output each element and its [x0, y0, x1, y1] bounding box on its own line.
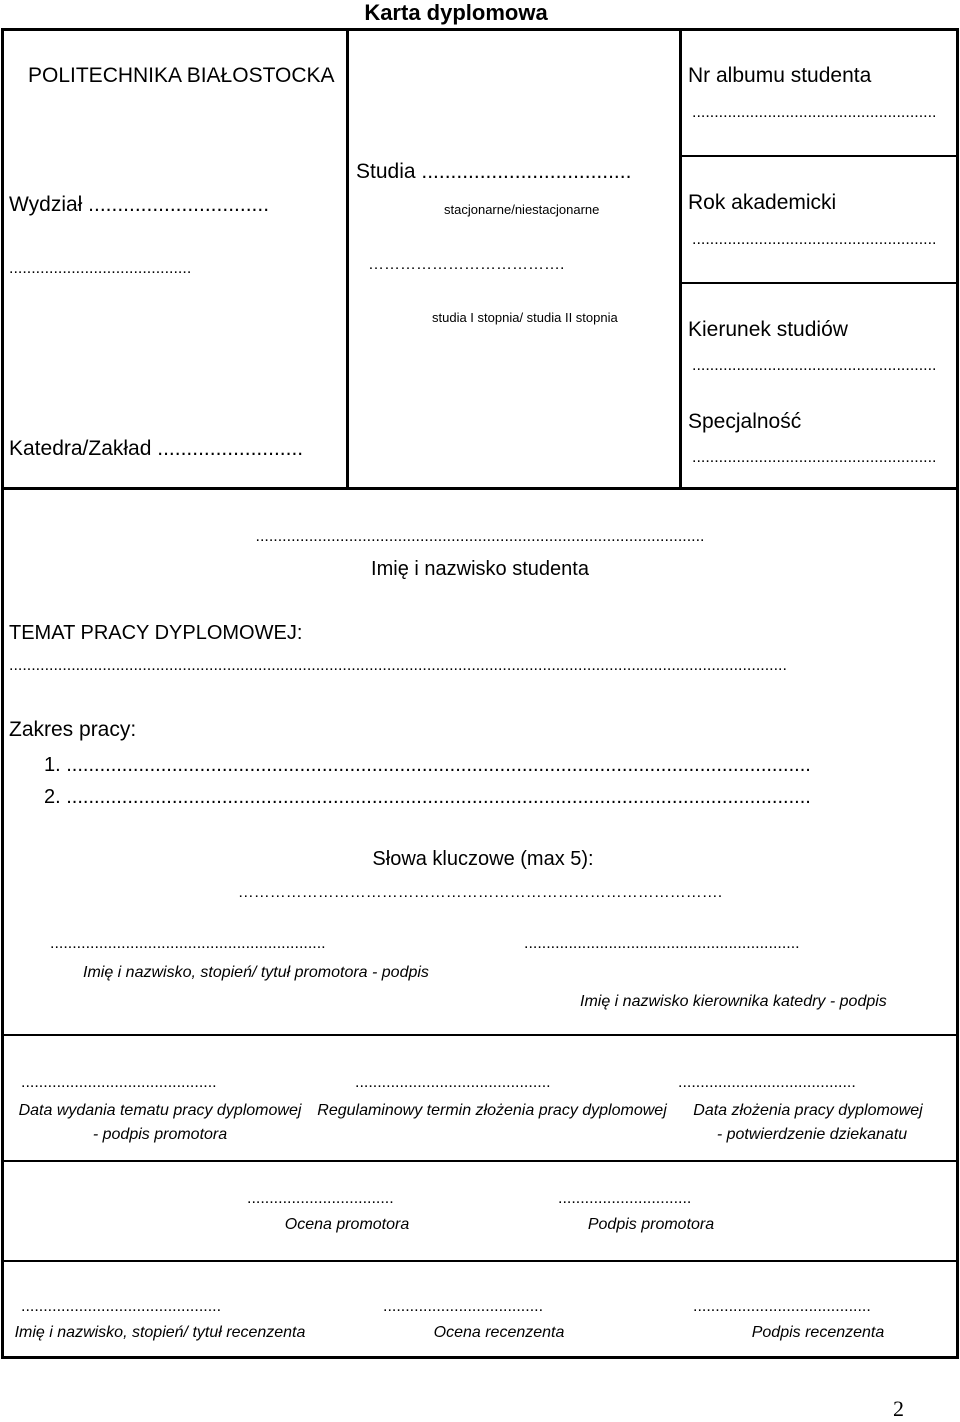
promoter-sign-field[interactable]: .............................. — [558, 1190, 692, 1207]
issue-date-label: Data wydania tematu pracy dyplomowej — [18, 1102, 302, 1119]
scope-item-2[interactable]: 2. ...................................................................................................................................... — [44, 786, 811, 808]
university-name: POLITECHNIKA BIAŁOSTOCKA — [28, 64, 335, 87]
academic-year-field[interactable]: ....................................................... — [692, 231, 937, 248]
field-of-study-label: Kierunek studiów — [688, 318, 848, 341]
scope-label: Zakres pracy: — [9, 718, 137, 741]
form-title: Karta dyplomowa — [364, 0, 548, 25]
department-field[interactable]: Katedra/Zakład ......................... — [9, 437, 304, 460]
studies-mode-hint: stacjonarne/niestacjonarne — [444, 202, 600, 217]
scope-item-1[interactable]: 1. ...................................................................................................................................... — [44, 754, 811, 776]
header-divider-left — [346, 29, 349, 489]
head-signature-label: Imię i nazwisko kierownika katedry - podpis — [580, 993, 887, 1010]
album-number-field[interactable]: ....................................................... — [692, 104, 937, 121]
reviewer-grade-label: Ocena recenzenta — [433, 1324, 565, 1341]
keywords-label: Słowa kluczowe (max 5): — [372, 848, 594, 870]
studies-level-hint: studia I stopnia/ studia II stopnia — [432, 310, 618, 325]
promoter-signature-field[interactable]: .............................................................. — [50, 935, 326, 952]
promoter-sign-label: Podpis promotora — [587, 1216, 715, 1233]
reviewer-sign-field[interactable]: ........................................ — [693, 1298, 871, 1315]
promoter-signature-label: Imię i nazwisko, stopień/ tytuł promotora - podpis — [83, 964, 429, 981]
reviewer-grade-field[interactable]: .................................... — [383, 1298, 544, 1315]
promoter-grade-label: Ocena promotora — [284, 1216, 410, 1233]
faculty-field-dots[interactable]: ......................................... — [9, 260, 192, 277]
keywords-field[interactable]: ………………………………………………………………………………. — [237, 884, 723, 901]
header-row-divider-2 — [680, 282, 958, 284]
promoter-grade-field[interactable]: ................................. — [247, 1190, 394, 1207]
submission-date-field[interactable]: ........................................ — [678, 1074, 856, 1091]
reviewer-name-label: Imię i nazwisko, stopień/ tytuł recenzenta — [14, 1324, 306, 1341]
field-of-study-field[interactable]: ....................................................... — [692, 357, 937, 374]
student-name-label: Imię i nazwisko studenta — [371, 558, 589, 580]
studies-field[interactable]: Studia .................................... — [356, 160, 632, 183]
specialization-label: Specjalność — [688, 410, 802, 433]
thesis-topic-label: TEMAT PRACY DYPLOMOWEJ: — [9, 622, 303, 644]
faculty-field[interactable]: Wydział ............................... — [9, 193, 270, 216]
head-signature-field[interactable]: .............................................................. — [524, 935, 800, 952]
header-divider-right — [679, 29, 682, 489]
section-divider-signatures — [2, 1034, 958, 1036]
submission-date-label: Data złożenia pracy dyplomowej — [693, 1102, 923, 1119]
academic-year-label: Rok akademicki — [688, 191, 837, 214]
header-row-divider-1 — [680, 155, 958, 157]
section-divider-dates — [2, 1160, 958, 1162]
specialization-field[interactable]: ....................................................... — [692, 449, 937, 466]
thesis-topic-field[interactable]: ............................................................................................................................................................................... — [9, 657, 787, 674]
album-number-label: Nr albumu studenta — [688, 64, 872, 87]
page-number: 2 — [893, 1396, 904, 1421]
reviewer-sign-label: Podpis recenzenta — [751, 1324, 885, 1341]
student-name-field[interactable]: ..................................................................................................... — [255, 528, 705, 545]
reviewer-name-field[interactable]: ............................................. — [21, 1298, 222, 1315]
issue-date-field[interactable]: ............................................ — [21, 1074, 217, 1091]
header-bottom-divider — [2, 487, 958, 490]
section-divider-promoter — [2, 1260, 958, 1262]
studies-level-dots[interactable]: ………………………………. — [368, 256, 565, 273]
submission-date-sublabel: - potwierdzenie dziekanatu — [716, 1126, 908, 1143]
issue-date-sublabel: - podpis promotora — [92, 1126, 228, 1143]
deadline-field[interactable]: ............................................ — [355, 1074, 551, 1091]
deadline-label: Regulaminowy termin złożenia pracy dyplomowej — [317, 1102, 667, 1119]
